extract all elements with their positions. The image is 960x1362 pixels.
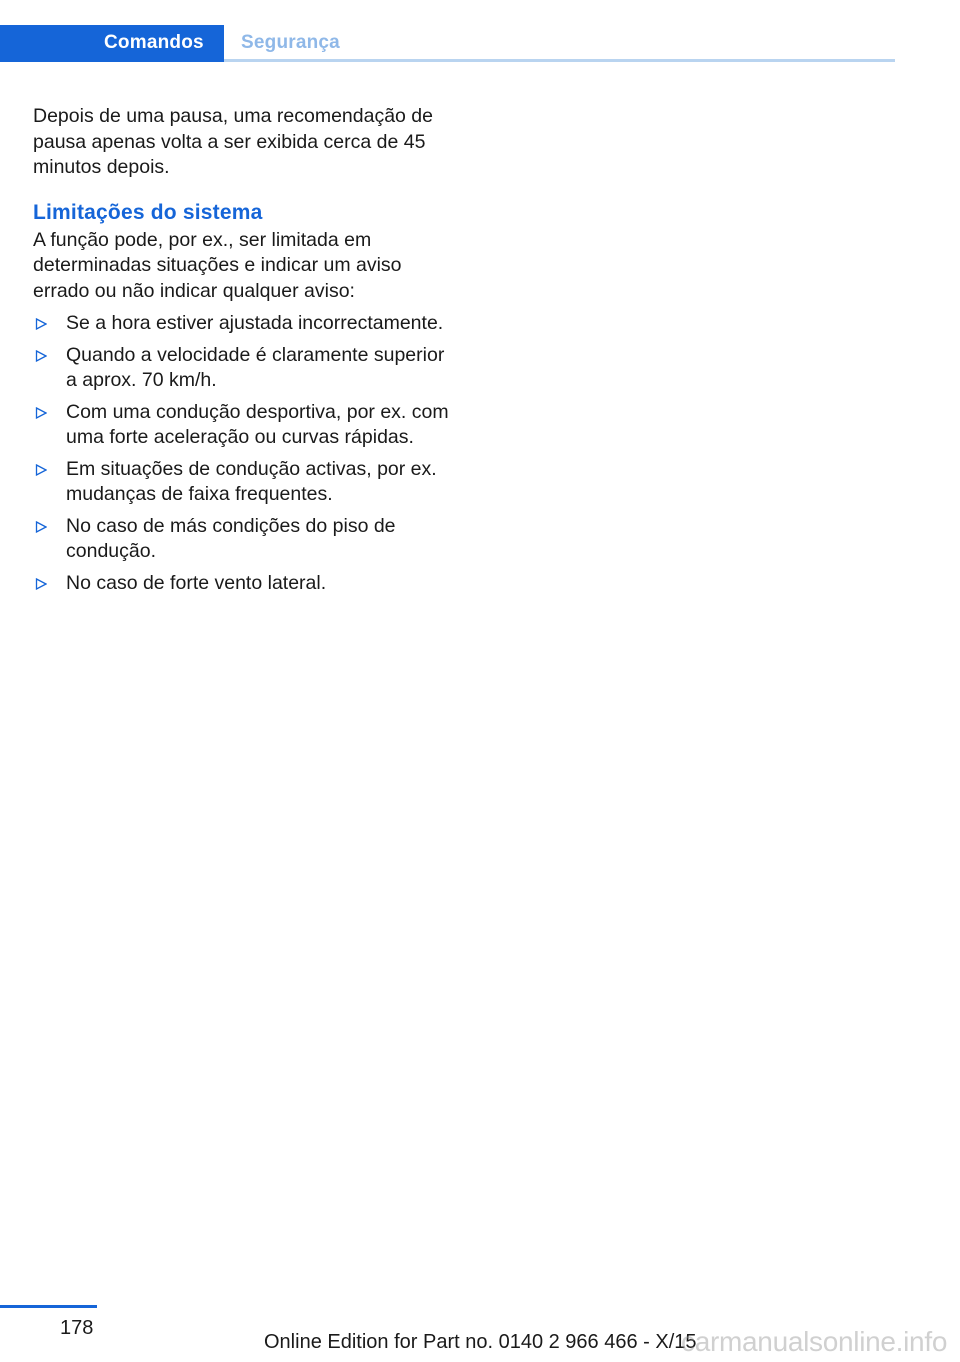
list-item — [33, 571, 453, 597]
list-item — [33, 457, 453, 508]
page-number: 178 — [60, 1317, 94, 1339]
header-tabs — [0, 25, 895, 62]
tab-seguranca[interactable] — [224, 25, 374, 59]
footer-rule — [0, 1305, 97, 1308]
main-content — [33, 104, 453, 602]
list-item-text: Se a hora estiver ajustada incorrectamente. — [66, 312, 444, 334]
triangle-right-outline-icon — [35, 350, 47, 362]
limitations-list — [33, 311, 453, 596]
list-item-text: No caso de más condições do piso de condução. — [66, 514, 396, 562]
triangle-right-outline-icon — [35, 578, 47, 590]
edition-text: Online Edition for Part no. 0140 2 966 466 - X/15 — [264, 1331, 697, 1353]
list-item-text: No caso de forte vento lateral. — [66, 571, 327, 594]
tab-seguranca-label: Segurança — [241, 32, 340, 53]
list-item-text: Em situações de condução activas, por ex. mudanças de faixa frequentes. — [66, 457, 437, 505]
list-item-text: Com uma condução desportiva, por ex. com uma forte aceleração ou curvas rápidas. — [66, 400, 449, 448]
list-item-text: Quando a velocidade é claramente superior a aprox. 70 km/h. — [66, 343, 445, 391]
list-item — [33, 311, 453, 337]
watermark: carmanualsonline.info — [681, 1326, 948, 1357]
intro-paragraph: Depois de uma pausa, uma recomendação de pausa apenas volta a ser exibida cerca de 45 minutos depois. — [33, 105, 433, 178]
list-item — [33, 514, 453, 565]
triangle-right-outline-icon — [35, 464, 47, 476]
triangle-right-outline-icon — [35, 407, 47, 419]
triangle-right-outline-icon — [35, 318, 47, 330]
section-heading: Limitações do sistema — [33, 200, 263, 224]
list-item — [33, 400, 453, 451]
tab-comandos-label: Comandos — [104, 32, 204, 53]
section-intro: A função pode, por ex., ser limitada em determinadas situações e indicar um aviso errado ou não indicar qualquer aviso: — [33, 228, 402, 302]
list-item — [33, 343, 453, 394]
tab-comandos[interactable] — [0, 25, 224, 62]
triangle-right-outline-icon — [35, 521, 47, 533]
